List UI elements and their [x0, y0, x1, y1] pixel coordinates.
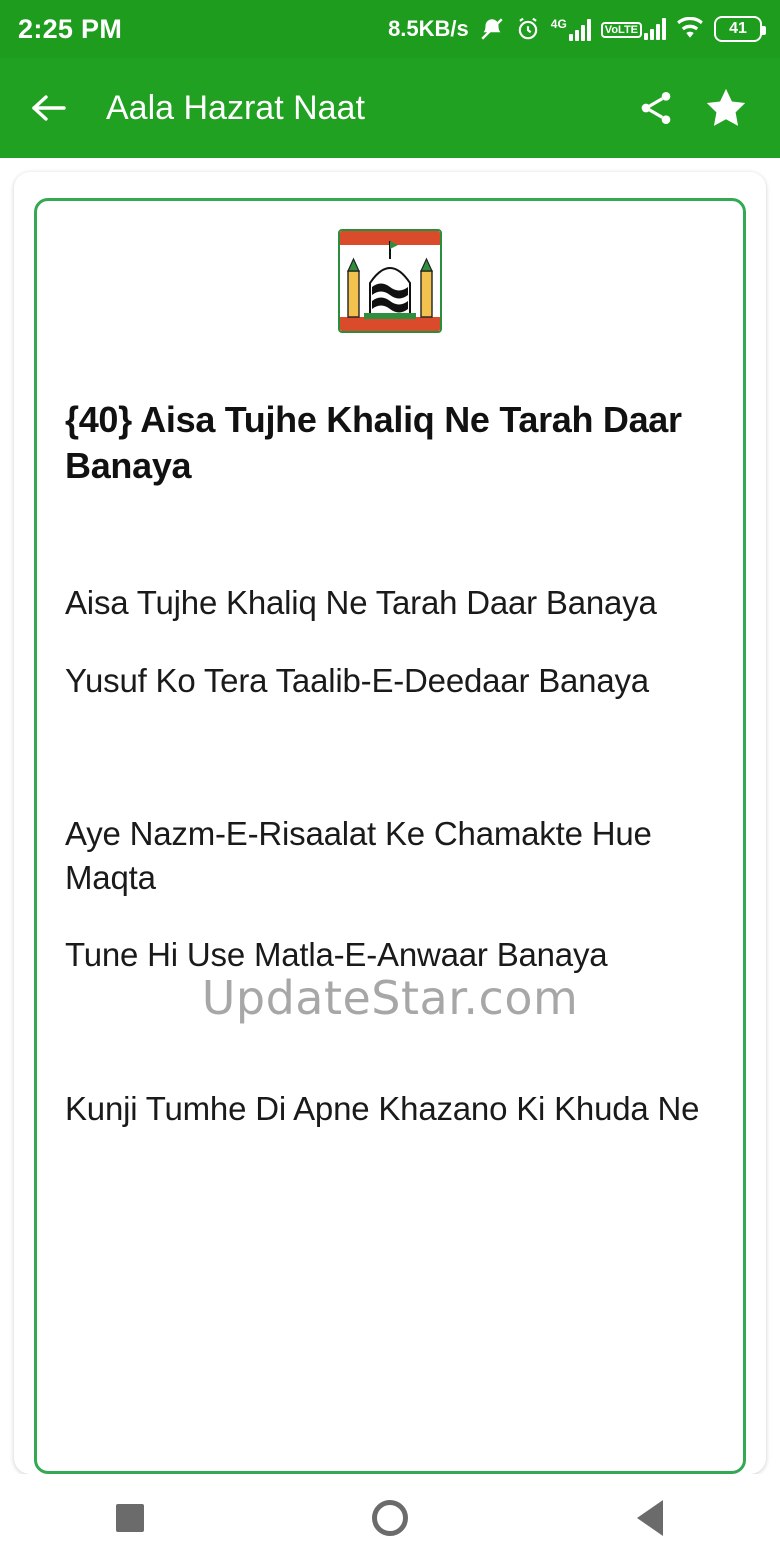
home-circle-icon [372, 1500, 408, 1536]
back-arrow-icon[interactable] [26, 86, 70, 130]
app-bar [0, 58, 780, 158]
network-speed-label: 8.5KB/s [388, 16, 469, 41]
outer-card [14, 172, 766, 1474]
page-title: Aala Hazrat Naat [106, 88, 365, 127]
sim2-network-tag: VoLTE [601, 22, 642, 38]
status-icons [388, 16, 762, 42]
spacer-4 [65, 899, 715, 933]
status-bar [0, 0, 780, 58]
sim2-signal-icon [601, 18, 666, 40]
home-button[interactable] [350, 1488, 430, 1548]
watermark-text: UpdateStar.com [201, 971, 579, 1025]
status-clock: 2:25 PM [18, 13, 123, 44]
sim1-bars [569, 19, 591, 41]
spacer-3 [65, 702, 715, 812]
naat-line-3: Aye Nazm-E-Risaalat Ke Chamakte Hue Maqta [65, 815, 652, 896]
spacer-2 [65, 625, 715, 659]
naat-line-4: Tune Hi Use Matla-E-Anwaar Banaya [65, 936, 608, 974]
recents-button[interactable] [90, 1488, 170, 1548]
naat-title: {40} Aisa Tujhe Khaliq Ne Tarah Daar Banaya [65, 399, 682, 487]
content-area[interactable] [0, 158, 780, 1474]
share-icon[interactable] [628, 80, 684, 136]
naat-line-5: Kunji Tumhe Di Apne Khazano Ki Khuda Ne [65, 1089, 700, 1127]
naat-line-1: Aisa Tujhe Khaliq Ne Tarah Daar Banaya [65, 584, 657, 622]
sim1-signal-icon [551, 17, 591, 41]
sim1-network-tag: 4G [550, 17, 567, 31]
back-button[interactable] [610, 1488, 690, 1548]
mosque-logo-icon [338, 229, 442, 333]
favorite-star-icon[interactable] [698, 80, 754, 136]
system-navigation-bar [0, 1474, 780, 1560]
naat-line-2: Yusuf Ko Tera Taalib-E-Deedaar Banaya [65, 661, 649, 699]
alarm-clock-icon [515, 16, 541, 42]
naat-card [34, 198, 746, 1474]
spacer-5 [65, 977, 715, 1087]
battery-level-label: 41 [729, 20, 747, 37]
sim2-bars [644, 18, 666, 40]
recents-square-icon [116, 1504, 144, 1532]
bell-mute-icon [479, 16, 505, 42]
back-triangle-icon [637, 1500, 663, 1536]
logo-container [65, 229, 715, 333]
wifi-icon [676, 17, 704, 41]
spacer-1 [65, 489, 715, 581]
battery-icon [714, 16, 762, 42]
